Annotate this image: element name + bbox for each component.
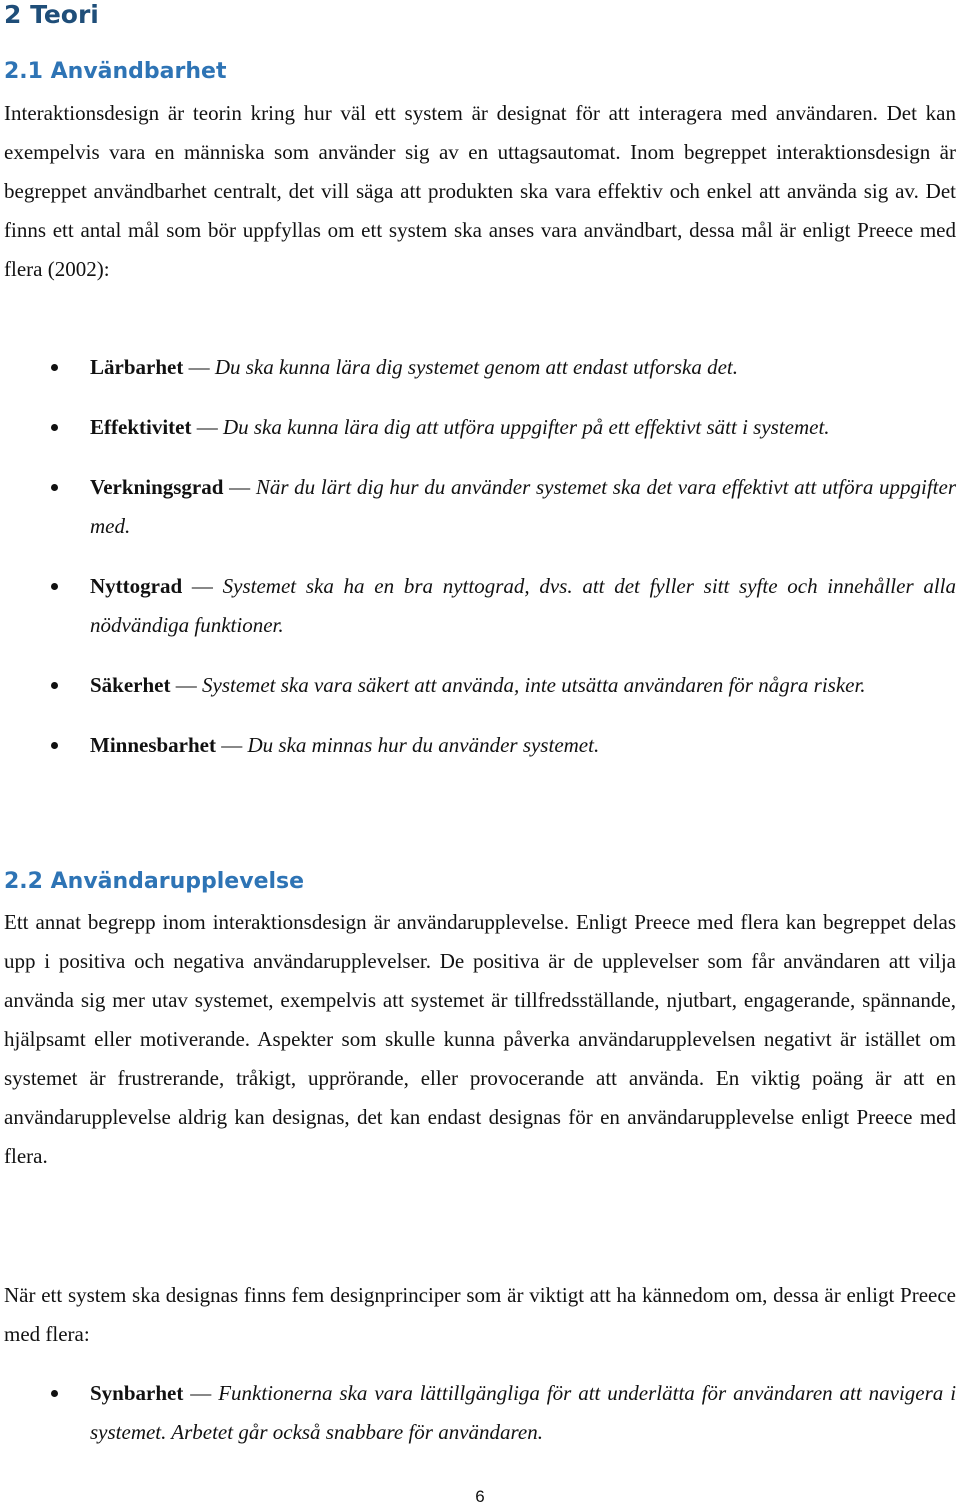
list-item-dash: — (188, 355, 210, 379)
list-item (4, 666, 956, 705)
section-paragraph: Ett annat begrepp inom interaktionsdesign är användarupplevelse. Enligt Preece med flera kan begreppet delas upp i positiva och negativa användarupplevelser. De positiva är de upplevelser som får användaren att vilja använda sig mer utav systemet, exempelvis att systemet är tillfredsställande, njutbart, engagerande, spännande, hjälpsamt eller motiverande. Aspekter som skulle kunna påverka användarupplevelsen negativt är istället om systemet är frustrerande, tråkigt, upprörande, eller provocerande att använda. En viktig poäng är att en användarupplevelse aldrig kan designas, det kan endast designas för en användarupplevelse enligt Preece med flera. (4, 910, 956, 1168)
list-item-term: Nyttograd (90, 574, 183, 598)
bullet-icon (51, 484, 58, 491)
list-item (4, 1374, 956, 1452)
bullet-icon (51, 682, 58, 689)
list-item-dash: — (191, 574, 213, 598)
list-item (4, 567, 956, 645)
list-item-term: Minnesbarhet (90, 733, 216, 757)
bullet-icon (51, 583, 58, 590)
design-principles-list (4, 1374, 956, 1473)
list-item-description: När du lärt dig hur du använder systemet ska det vara effektivt att utföra uppgifter med. (90, 475, 956, 538)
bullet-icon (51, 364, 58, 371)
section-heading-anvandbarhet: 2.1 Användbarhet (4, 59, 227, 84)
list-item (4, 726, 956, 765)
section-paragraph: När ett system ska designas finns fem designprinciper som är viktigt att ha kännedom om, dessa är enligt Preece med flera: (4, 1283, 956, 1346)
bullet-icon (51, 742, 58, 749)
list-item-description: Funktionerna ska vara lättillgängliga för att underlätta för användaren att navigera i systemet. Arbetet går också snabbare för användaren. (90, 1381, 957, 1444)
list-item-term: Lärbarhet (90, 355, 184, 379)
list-item-description: Du ska minnas hur du använder systemet. (247, 733, 600, 757)
section-paragraph: Interaktionsdesign är teorin kring hur väl ett system är designat för att interagera med användaren. Det kan exempelvis vara en människa som använder sig av en uttagsautomat. Inom begreppet interaktionsdesign är begreppet användbarhet centralt, det vill säga att produkten ska vara effektiv och enkel att använda sig av. Det finns ett antal mål som bör uppfyllas om ett system ska anses vara användbart, dessa mål är enligt Preece med flera (2002): (4, 101, 956, 281)
list-item (4, 348, 956, 387)
bullet-icon (51, 424, 58, 431)
list-item-term: Verkningsgrad (90, 475, 224, 499)
page-number: 6 (475, 1487, 485, 1506)
section-heading-anvandarupplevelse: 2.2 Användarupplevelse (4, 869, 305, 894)
bullet-icon (51, 1390, 58, 1397)
list-item-description: Systemet ska vara säkert att använda, inte utsätta användaren för några risker. (202, 673, 866, 697)
list-item-description: Du ska kunna lära dig systemet genom att endast utforska det. (214, 355, 739, 379)
usability-goals-list (4, 348, 956, 786)
list-item-term: Effektivitet (90, 415, 192, 439)
chapter-title: 2 Teori (4, 0, 99, 29)
list-item-term: Säkerhet (90, 673, 171, 697)
list-item-dash: — (196, 415, 218, 439)
list-item-dash: — (175, 673, 197, 697)
list-item-dash: — (221, 733, 243, 757)
list-item (4, 468, 956, 546)
list-item-description: Du ska kunna lära dig att utföra uppgifter på ett effektivt sätt i systemet. (222, 415, 830, 439)
list-item-dash: — (190, 1381, 212, 1405)
list-item-term: Synbarhet (90, 1381, 184, 1405)
list-item-description: Systemet ska ha en bra nyttograd, dvs. att det fyller sitt syfte och innehåller alla nödvändiga funktioner. (90, 574, 957, 637)
list-item (4, 408, 956, 447)
list-item-dash: — (229, 475, 251, 499)
